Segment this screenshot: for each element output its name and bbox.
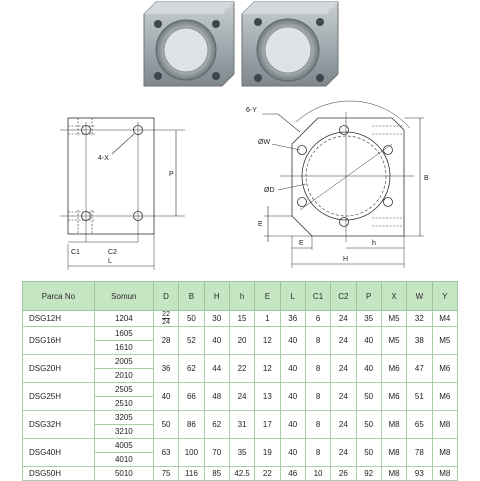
- value-cell: 36: [280, 311, 305, 327]
- front-view: [262, 101, 424, 268]
- d-cell: 36: [153, 355, 178, 383]
- value-cell: 24: [331, 383, 356, 411]
- value-cell: 38: [407, 327, 432, 355]
- d-range: [154, 311, 178, 326]
- table-row: [23, 311, 458, 327]
- nut-cell: 5010: [94, 467, 153, 481]
- value-cell: M8: [432, 411, 457, 439]
- model-cell: DSG16H: [23, 327, 95, 355]
- value-cell: 50: [356, 383, 381, 411]
- value-cell: 20: [229, 327, 254, 355]
- value-cell: 62: [179, 355, 204, 383]
- model-cell: DSG20H: [23, 355, 95, 383]
- header-cell: B: [179, 282, 204, 311]
- value-cell: 40: [280, 411, 305, 439]
- value-cell: 93: [407, 467, 432, 481]
- value-cell: 6: [305, 311, 330, 327]
- value-cell: 24: [331, 327, 356, 355]
- value-cell: 8: [305, 355, 330, 383]
- value-cell: M5: [432, 327, 457, 355]
- spec-table: [22, 281, 458, 481]
- value-cell: M6: [432, 355, 457, 383]
- nut-cell: 4005: [94, 439, 153, 453]
- value-cell: 22: [255, 467, 280, 481]
- nut-cell: 1204: [94, 311, 153, 327]
- model-cell: DSG12H: [23, 311, 95, 327]
- header-cell: X: [381, 282, 406, 311]
- value-cell: 8: [305, 439, 330, 467]
- value-cell: 62: [204, 411, 229, 439]
- value-cell: 22: [229, 355, 254, 383]
- header-cell: Somun: [94, 282, 153, 311]
- value-cell: 100: [179, 439, 204, 467]
- value-cell: M5: [381, 327, 406, 355]
- header-cell: W: [407, 282, 432, 311]
- value-cell: 78: [407, 439, 432, 467]
- label-6-y: 6-Y: [246, 107, 257, 114]
- label-p: P: [169, 171, 174, 178]
- value-cell: 15: [229, 311, 254, 327]
- d-cell: 63: [153, 439, 178, 467]
- table-row: [23, 383, 458, 397]
- value-cell: 50: [356, 439, 381, 467]
- label-e-horizontal: E: [299, 240, 304, 247]
- value-cell: M8: [381, 411, 406, 439]
- value-cell: M5: [381, 311, 406, 327]
- d-cell: [153, 311, 178, 327]
- label-4-x: 4-X: [98, 155, 109, 162]
- header-cell: P: [356, 282, 381, 311]
- nut-cell: 3210: [94, 425, 153, 439]
- header-cell: C2: [331, 282, 356, 311]
- header-cell: H: [204, 282, 229, 311]
- value-cell: 40: [280, 355, 305, 383]
- value-cell: 31: [229, 411, 254, 439]
- value-cell: 44: [204, 355, 229, 383]
- value-cell: 26: [331, 467, 356, 481]
- product-photo: [138, 0, 344, 88]
- value-cell: 51: [407, 383, 432, 411]
- model-cell: DSG40H: [23, 439, 95, 467]
- label-c2: C2: [108, 249, 117, 256]
- side-view: [60, 118, 185, 270]
- value-cell: M6: [381, 355, 406, 383]
- value-cell: M6: [432, 383, 457, 411]
- table-row: [23, 327, 458, 341]
- value-cell: 66: [179, 383, 204, 411]
- d-bottom: 24: [162, 319, 170, 326]
- label-b: B: [424, 175, 429, 182]
- value-cell: 24: [331, 311, 356, 327]
- model-cell: DSG50H: [23, 467, 95, 481]
- label-w: ØW: [258, 139, 271, 146]
- header-cell: L: [280, 282, 305, 311]
- value-cell: 47: [407, 355, 432, 383]
- value-cell: 46: [280, 467, 305, 481]
- value-cell: 8: [305, 383, 330, 411]
- label-c1: C1: [71, 249, 80, 256]
- model-cell: DSG32H: [23, 411, 95, 439]
- technical-drawing: [0, 92, 480, 276]
- nut-cell: 2010: [94, 369, 153, 383]
- value-cell: 12: [255, 327, 280, 355]
- housing-right-photo: [242, 2, 338, 86]
- value-cell: 40: [280, 383, 305, 411]
- nut-cell: 4010: [94, 453, 153, 467]
- table-row: [23, 467, 458, 481]
- nut-cell: 1610: [94, 341, 153, 355]
- d-cell: 50: [153, 411, 178, 439]
- table-header-row: [23, 282, 458, 311]
- value-cell: 86: [179, 411, 204, 439]
- label-e-vertical: E: [258, 221, 263, 228]
- value-cell: M6: [381, 383, 406, 411]
- value-cell: 32: [407, 311, 432, 327]
- value-cell: 70: [204, 439, 229, 467]
- d-top: 22: [162, 311, 170, 318]
- value-cell: 48: [204, 383, 229, 411]
- value-cell: 40: [280, 327, 305, 355]
- value-cell: 116: [179, 467, 204, 481]
- d-cell: 40: [153, 383, 178, 411]
- value-cell: 35: [356, 311, 381, 327]
- value-cell: 85: [204, 467, 229, 481]
- nut-cell: 2510: [94, 397, 153, 411]
- value-cell: 40: [356, 355, 381, 383]
- value-cell: 8: [305, 411, 330, 439]
- nut-cell: 3205: [94, 411, 153, 425]
- header-cell: C1: [305, 282, 330, 311]
- label-l: L: [108, 258, 112, 265]
- d-cell: 75: [153, 467, 178, 481]
- value-cell: 24: [331, 439, 356, 467]
- value-cell: 10: [305, 467, 330, 481]
- value-cell: 42.5: [229, 467, 254, 481]
- table-row: [23, 439, 458, 453]
- value-cell: 65: [407, 411, 432, 439]
- label-d: ØD: [264, 187, 275, 194]
- value-cell: 19: [255, 439, 280, 467]
- table-row: [23, 411, 458, 425]
- header-cell: Parca No: [23, 282, 95, 311]
- value-cell: 24: [331, 355, 356, 383]
- housing-left-photo: [144, 2, 234, 86]
- value-cell: M8: [381, 439, 406, 467]
- value-cell: 30: [204, 311, 229, 327]
- value-cell: 17: [255, 411, 280, 439]
- value-cell: 24: [229, 383, 254, 411]
- value-cell: 50: [356, 411, 381, 439]
- value-cell: M8: [381, 467, 406, 481]
- value-cell: 13: [255, 383, 280, 411]
- value-cell: 1: [255, 311, 280, 327]
- value-cell: 12: [255, 355, 280, 383]
- value-cell: 40: [204, 327, 229, 355]
- nut-cell: 1605: [94, 327, 153, 341]
- value-cell: 50: [179, 311, 204, 327]
- nut-cell: 2005: [94, 355, 153, 369]
- value-cell: 52: [179, 327, 204, 355]
- value-cell: M8: [432, 439, 457, 467]
- table-row: [23, 355, 458, 369]
- header-cell: D: [153, 282, 178, 311]
- value-cell: 35: [229, 439, 254, 467]
- table-body: [23, 311, 458, 481]
- d-cell: 28: [153, 327, 178, 355]
- header-cell: Y: [432, 282, 457, 311]
- value-cell: M8: [432, 467, 457, 481]
- value-cell: 40: [280, 439, 305, 467]
- value-cell: M4: [432, 311, 457, 327]
- header-cell: E: [255, 282, 280, 311]
- label-h-lower: h: [372, 240, 376, 247]
- value-cell: 24: [331, 411, 356, 439]
- model-cell: DSG25H: [23, 383, 95, 411]
- label-h-upper: H: [343, 256, 349, 263]
- header-cell: h: [229, 282, 254, 311]
- value-cell: 92: [356, 467, 381, 481]
- value-cell: 8: [305, 327, 330, 355]
- nut-cell: 2505: [94, 383, 153, 397]
- value-cell: 40: [356, 327, 381, 355]
